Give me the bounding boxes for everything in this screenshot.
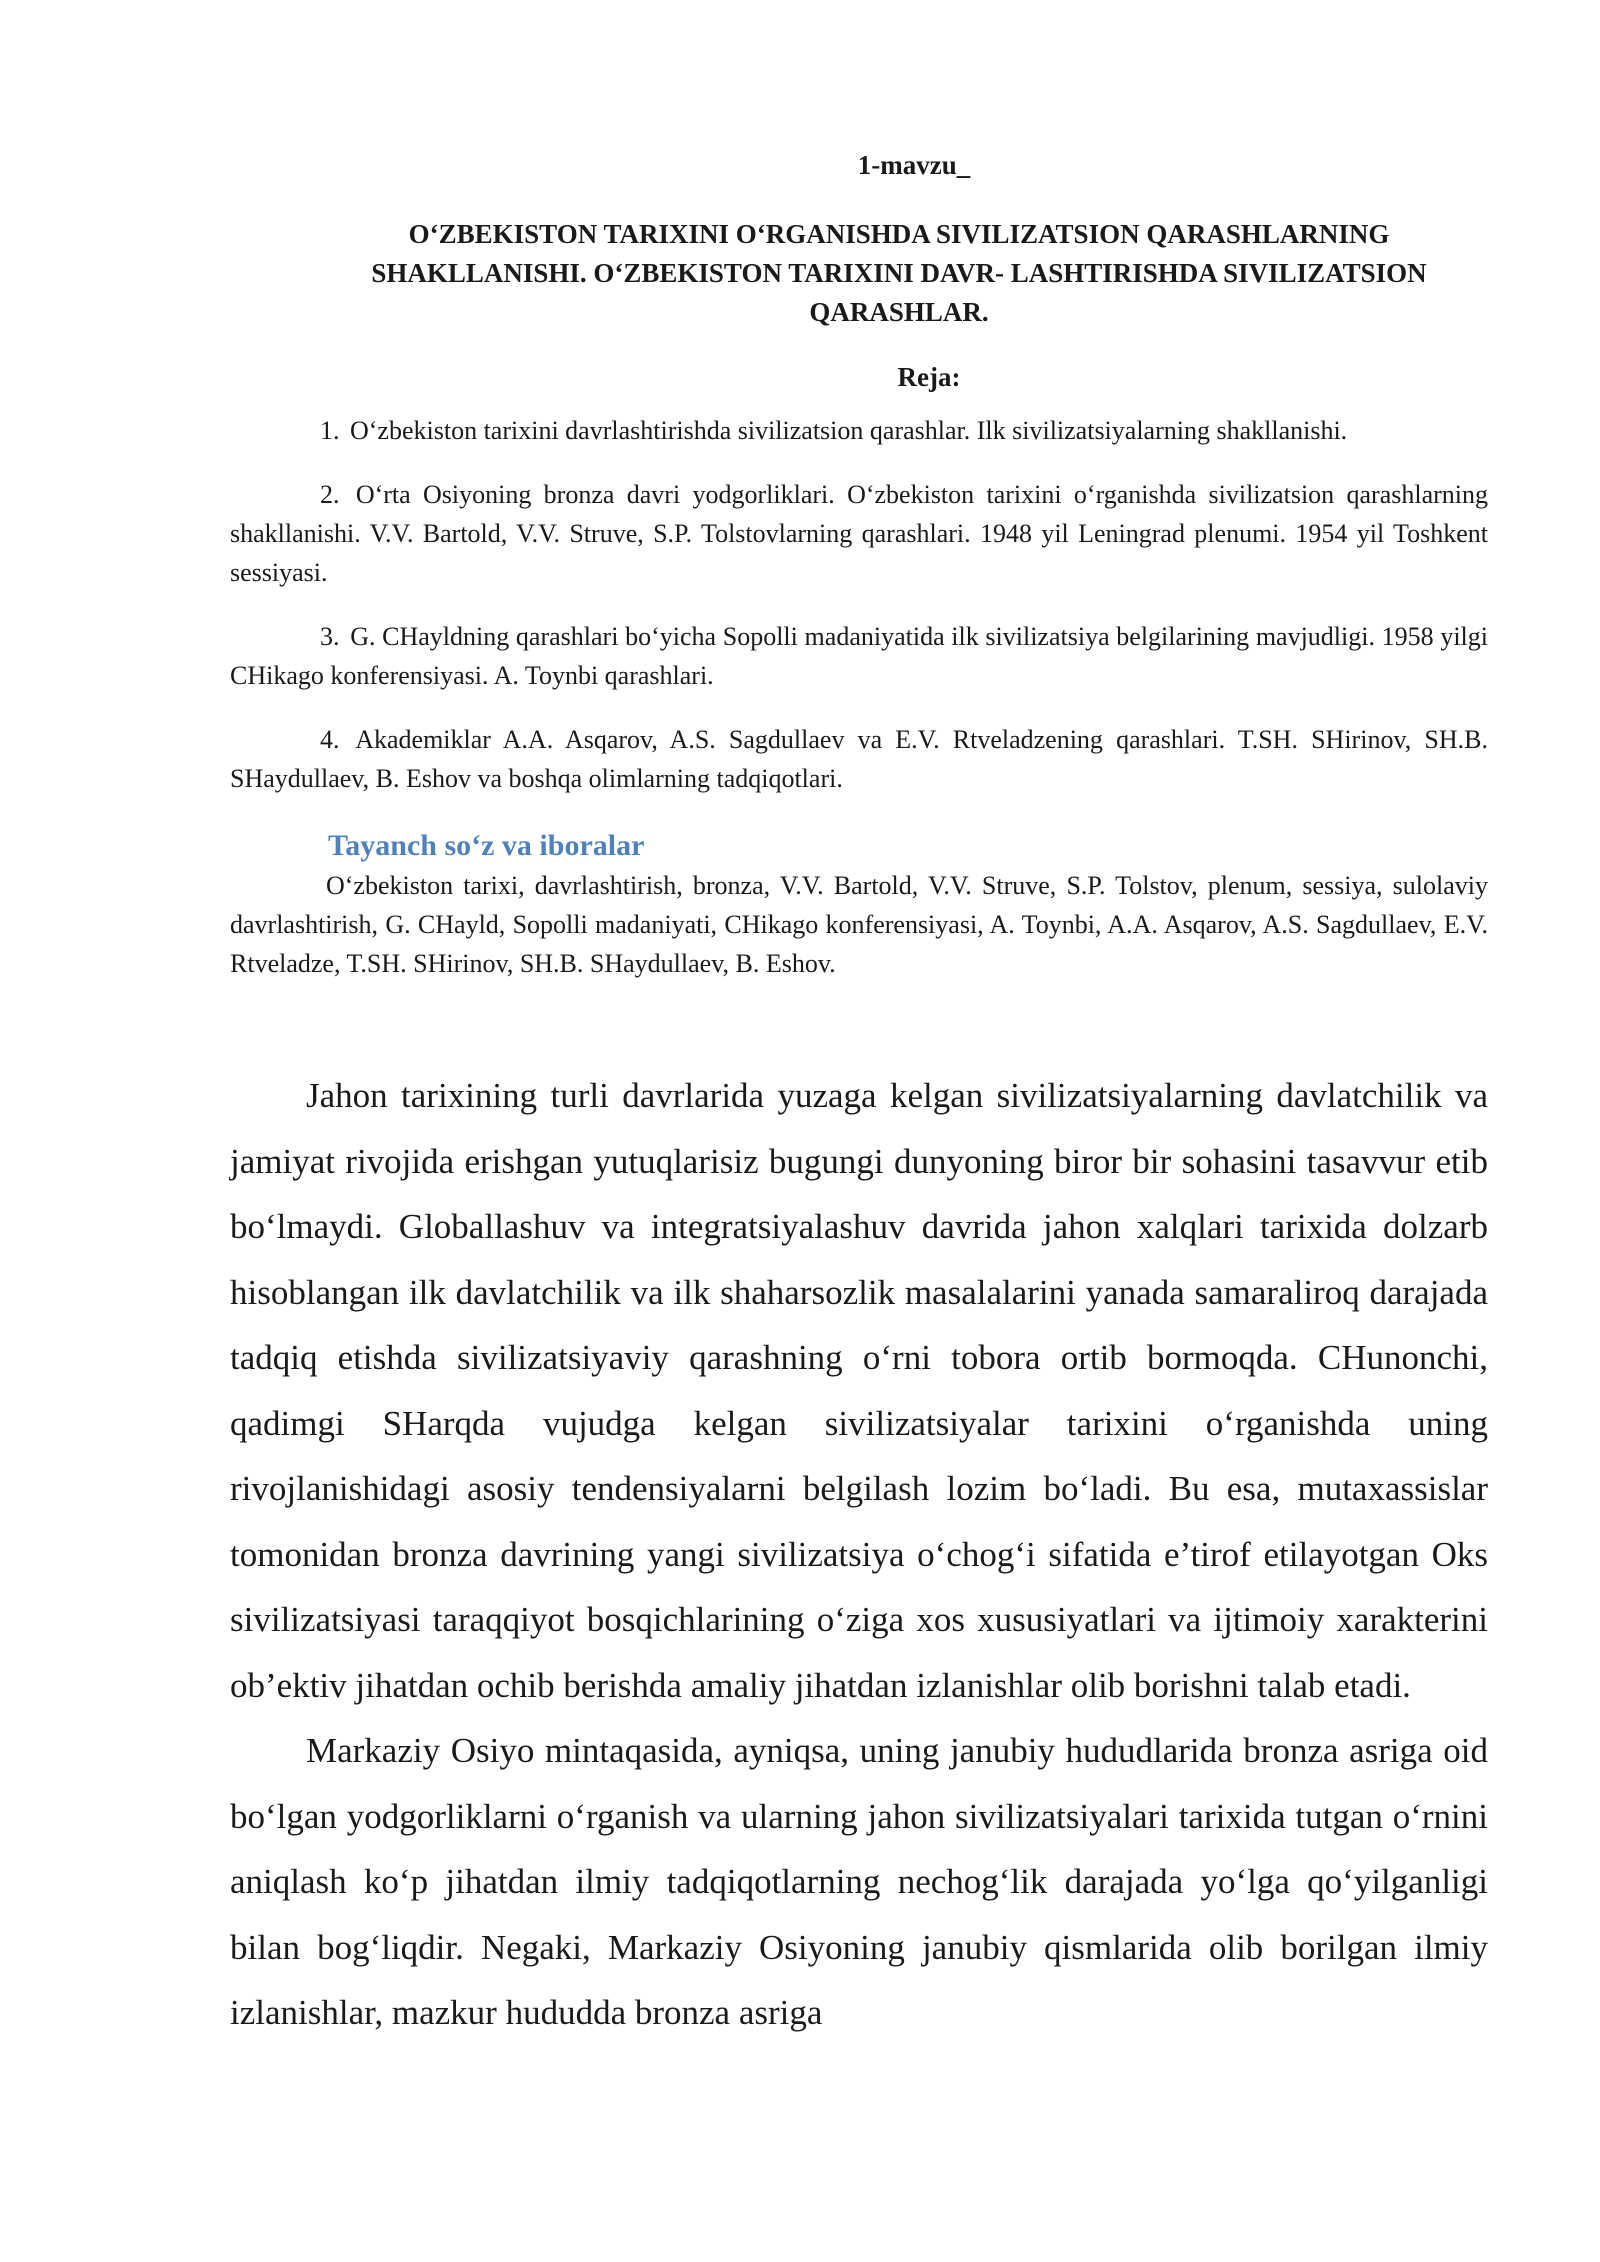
plan-list	[230, 411, 1488, 798]
plan-item	[230, 475, 1488, 592]
plan-item-number: 4.	[320, 725, 340, 754]
plan-item	[230, 411, 1488, 450]
main-title: O‘ZBEKISTON TARIXINI O‘RGANISHDA SIVILIZATSION QARASHLARNING SHAKLLANISHI. O‘ZBEKISTON TARIXINI DAVR- LASHTIRISHDA SIVILIZATSION QARASHLAR.	[371, 219, 1427, 327]
plan-item-text: O‘rta Osiyoning bronza davri yodgorliklari. O‘zbekiston tarixini o‘rganishda sivilizatsion qarashlarning shakllanishi. V.V. Bartold, V.V. Struve, S.P. Tolstovlarning qarashlari. 1948 yil Leningrad plenumi. 1954 yil Toshkent sessiyasi.	[230, 480, 1488, 587]
plan-item	[230, 720, 1488, 798]
body-paragraph: Markaziy Osiyo mintaqasida, ayniqsa, uning janubiy hududlarida bronza asriga oid bo‘lgan yodgorliklarni o‘rganish va ularning jahon sivilizatsiyalari tarixida tutgan o‘rnini aniqlash ko‘p jihatdan ilmiy tadqiqotlarning nechog‘lik darajada yo‘lga qo‘yilganligi bilan bog‘liqdir. Negaki, Markaziy Osiyoning janubiy qismlarida olib borilgan ilmiy izlanishlar, mazkur hududda bronza asriga	[230, 1731, 1488, 2032]
keywords-text: O‘zbekiston tarixi, davrlashtirish, bronza, V.V. Bartold, V.V. Struve, S.P. Tolstov, plenum, sessiya, sulolaviy davrlashtirish, G. CHayld, Sopolli madaniyati, CHikago konferensiyasi, A. Toynbi, A.A. Asqarov, A.S. Sagdullaev, E.V. Rtveladze, T.SH. SHirinov, SH.B. SHaydullaev, B. Eshov.	[230, 871, 1488, 978]
plan-item	[230, 617, 1488, 695]
plan-item-number: 1.	[320, 416, 340, 445]
keywords-heading: Tayanch so‘z va iboralar	[328, 829, 645, 862]
plan-item-text: G. CHayldning qarashlari bo‘yicha Sopolli madaniyatida ilk sivilizatsiya belgilarining mavjudligi. 1958 yilgi CHikago konferensiyasi. A. Toynbi qarashlari.	[230, 622, 1488, 690]
plan-item-text: O‘zbekiston tarixini davrlashtirishda sivilizatsion qarashlar. Ilk sivilizatsiyalarning shakllanishi.	[350, 416, 1348, 445]
plan-heading: Reja:	[897, 362, 961, 392]
topic-number: 1-mavzu_	[857, 150, 971, 180]
plan-item-text: Akademiklar A.A. Asqarov, A.S. Sagdullaev va E.V. Rtveladzening qarashlari. T.SH. SHirinov, SH.B. SHaydullaev, B. Eshov va boshqa olimlarning tadqiqotlari.	[230, 725, 1488, 793]
body-paragraph: Jahon tarixining turli davrlarida yuzaga kelgan sivilizatsiyalarning davlatchilik va jamiyat rivojida erishgan yutuqlarisiz bugungi dunyoning biror bir sohasini tasavvur etib bo‘lmaydi. Globallashuv va integratsiyalashuv davrida jahon xalqlari tarixida dolzarb hisoblangan ilk davlatchilik va ilk shaharsozlik masalalarini yanada samaraliroq darajada tadqiq etishda sivilizatsiyaviy qarashning o‘rni tobora ortib bormoqda. CHunonchi, qadimgi SHarqda vujudga kelgan sivilizatsiyalar tarixini o‘rganishda uning rivojlanishidagi asosiy tendensiyalarni belgilash lozim bo‘ladi. Bu esa, mutaxassislar tomonidan bronza davrining yangi sivilizatsiya o‘chog‘i sifatida e’tirof etilayotgan Oks sivilizatsiyasi taraqqiyot bosqichlarining o‘ziga xos xususiyatlari va ijtimoiy xarakterini ob’ektiv jihatdan ochib berishda amaliy jihatdan izlanishlar olib borishni talab etadi.	[230, 1076, 1488, 1705]
plan-item-number: 3.	[320, 622, 340, 651]
plan-item-number: 2.	[320, 480, 340, 509]
